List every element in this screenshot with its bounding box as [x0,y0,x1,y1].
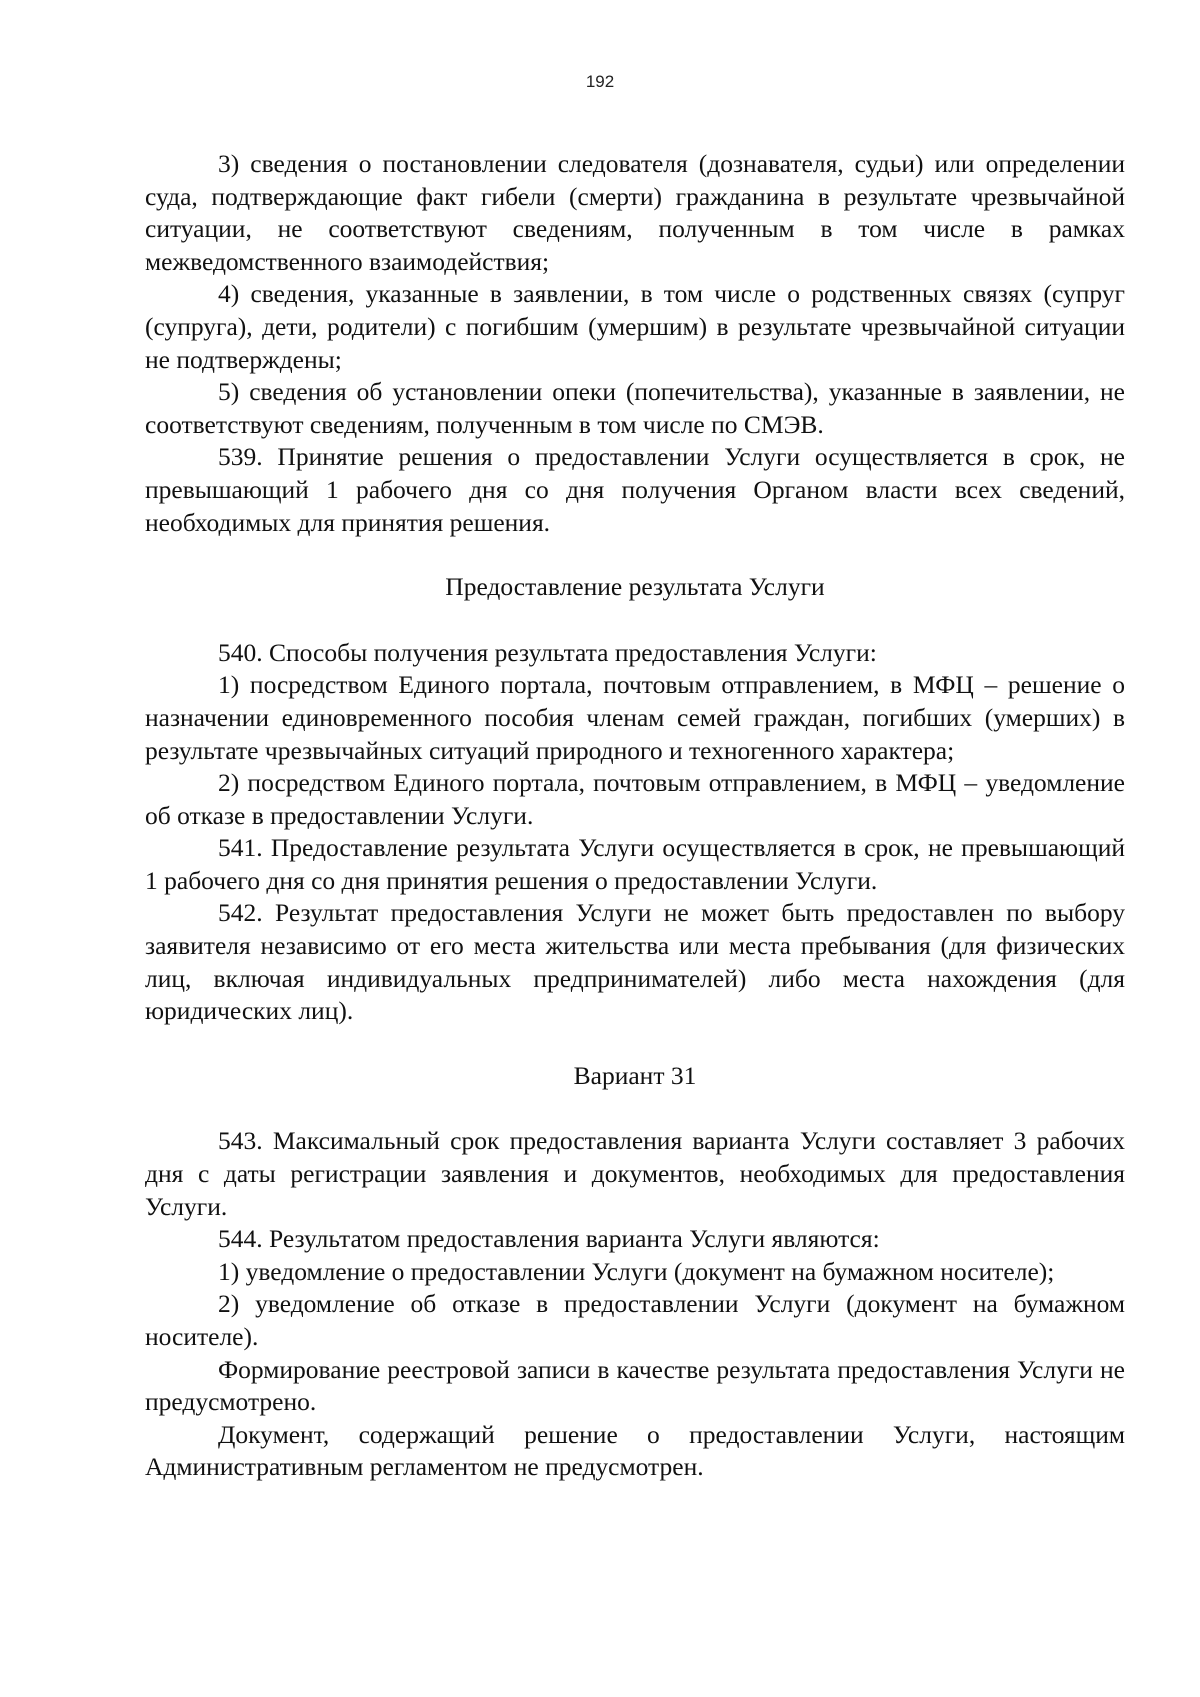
paragraph-item-5: 5) сведения об установлении опеки (попечительства), указанные в заявлении, не соответствуют сведениям, полученным в том числе по СМЭВ. [145,377,1125,439]
paragraph-544-item-2: 2) уведомление об отказе в предоставлении Услуги (документ на бумажном носителе). [145,1289,1125,1351]
paragraph-543: 543. Максимальный срок предоставления варианта Услуги составляет 3 рабочих дня с даты регистрации заявления и документов, необходимых для предоставления Услуги. [145,1126,1125,1221]
paragraph-item-4: 4) сведения, указанные в заявлении, в том числе о родственных связях (супруг (супруга), дети, родители) с погибшим (умершим) в результате чрезвычайной ситуации не подтверждены; [145,279,1125,374]
paragraph-540: 540. Способы получения результата предоставления Услуги: [218,637,877,667]
paragraph-540-item-2: 2) посредством Единого портала, почтовым отправлением, в МФЦ – уведомление об отказе в предоставлении Услуги. [145,768,1125,830]
page-number: 192 [585,72,615,91]
paragraph-item-3: 3) сведения о постановлении следователя (дознавателя, судьи) или определении суда, подтверждающие факт гибели (смерти) гражданина в результате чрезвычайной ситуации, не соответствуют сведениям, полученным в том числе в рамках межведомственного взаимодействия; [145,149,1125,276]
paragraph-539: 539. Принятие решения о предоставлении Услуги осуществляется в срок, не превышающий 1 рабочего дня со дня получения Органом власти всех сведений, необходимых для принятия решения. [145,442,1125,537]
paragraph-542: 542. Результат предоставления Услуги не может быть предоставлен по выбору заявителя независимо от его места жительства или места пребывания (для физических лиц, включая индивидуальных предпринимателей) либо места нахождения (для юридических лиц). [145,898,1125,1026]
paragraph-540-item-1: 1) посредством Единого портала, почтовым отправлением, в МФЦ – решение о назначении единовременного пособия членам семей граждан, погибших (умерших) в результате чрезвычайных ситуаций природного и техногенного характера; [145,670,1125,765]
paragraph-registry-record: Формирование реестровой записи в качестве результата предоставления Услуги не предусмотрено. [145,1354,1125,1417]
paragraph-544-item-1: 1) уведомление о предоставлении Услуги (документ на бумажном носителе); [218,1256,1055,1286]
section-heading-variant: Вариант 31 [573,1060,697,1090]
paragraph-544: 544. Результатом предоставления варианта Услуги являются: [218,1224,880,1254]
section-heading-result: Предоставление результата Услуги [445,572,825,602]
document-body [145,148,1125,1484]
paragraph-541: 541. Предоставление результата Услуги осуществляется в срок, не превышающий 1 рабочего дня со дня принятия решения о предоставлении Услуги. [145,833,1125,895]
paragraph-decision-document: Документ, содержащий решение о предоставлении Услуги, настоящим Административным регламентом не предусмотрен. [145,1419,1125,1482]
